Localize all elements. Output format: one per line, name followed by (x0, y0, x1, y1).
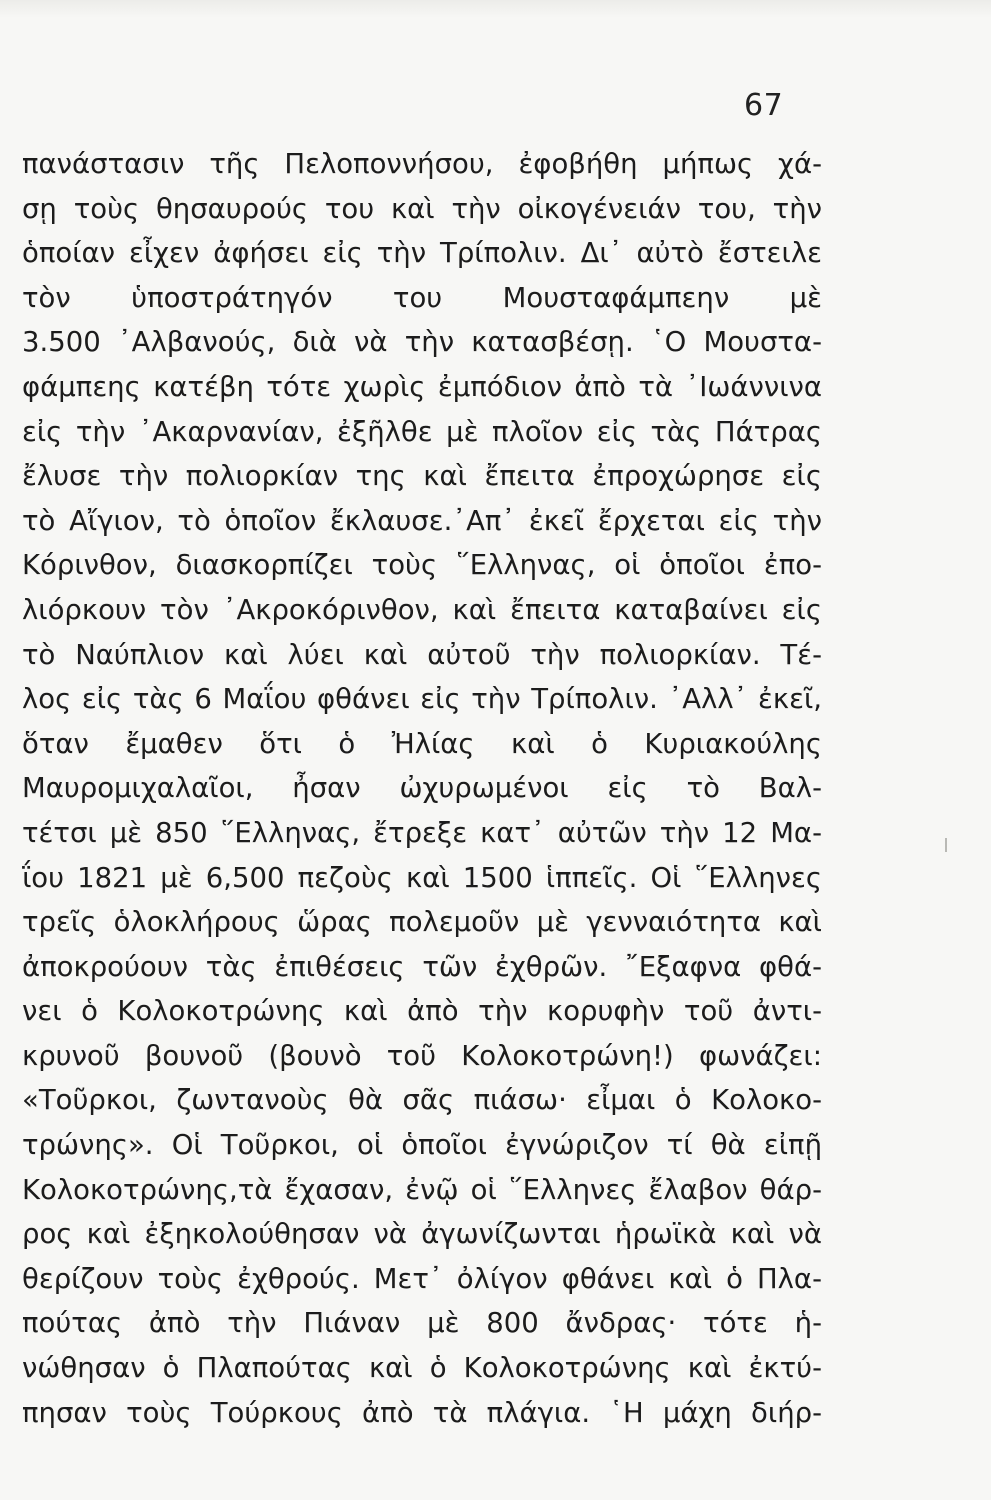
text-line: τὸ Ναύπλιον καὶ λύει καὶ αὐτοῦ τὴν πολιορκίαν. Τέ- (22, 638, 822, 671)
text-line: Μαυρομιχαλαῖοι, ἦσαν ὠχυρωμένοι εἰς τὸ Βαλ- (22, 772, 822, 805)
text-line: ΐου 1821 μὲ 6,500 πεζοὺς καὶ 1500 ἱππεῖς. Οἱ ῞Ελληνες (22, 861, 822, 894)
text-line: τρώνης». Οἱ Τοῦρκοι, οἱ ὁποῖοι ἐγνώριζον τί θὰ εἰπῇ (22, 1129, 822, 1162)
text-line: τὸ Αἴγιον, τὸ ὁποῖον ἔκλαυσε.᾽Απ᾽ ἐκεῖ ἔρχεται εἰς τὴν (22, 504, 822, 537)
text-line: ὅταν ἔμαθεν ὅτι ὁ Ἠλίας καὶ ὁ Κυριακούλης (22, 727, 822, 760)
margin-mark (945, 838, 947, 852)
page-number: 67 (744, 88, 784, 123)
text-line: ἀποκρούουν τὰς ἐπιθέσεις τῶν ἐχθρῶν. ῎Εξαφνα φθά- (22, 950, 822, 983)
text-line: λος εἰς τὰς 6 Μαΐου φθάνει εἰς τὴν Τρίπολιν. ᾽Αλλ᾽ ἐκεῖ, (22, 683, 822, 716)
text-line: νώθησαν ὁ Πλαπούτας καὶ ὁ Κολοκοτρώνης καὶ ἐκτύ- (22, 1352, 822, 1385)
text-line: κρυνοῦ βουνοῦ (βουνὸ τοῦ Κολοκοτρώνη!) φωνάζει: (22, 1039, 822, 1072)
text-line: τρεῖς ὁλοκλήρους ὥρας πολεμοῦν μὲ γενναιότητα καὶ (22, 906, 822, 939)
text-line: Κόρινθον, διασκορπίζει τοὺς ῞Ελληνας, οἱ ὁποῖοι ἐπο- (22, 549, 822, 582)
text-line: Κολοκοτρώνης,τὰ ἔχασαν, ἐνῷ οἱ ῞Ελληνες ἔλαβον θάρ- (22, 1173, 822, 1206)
text-line: εἰς τὴν ᾽Ακαρνανίαν, ἐξῆλθε μὲ πλοῖον εἰς τὰς Πάτρας (22, 415, 822, 448)
text-line: ὁποίαν εἶχεν ἀφήσει εἰς τὴν Τρίπολιν. Δι᾽ αὐτὸ ἔστειλε (22, 237, 822, 270)
text-line: τέτσι μὲ 850 ῞Ελληνας, ἔτρεξε κατ᾽ αὐτῶν τὴν 12 Μα- (22, 816, 822, 849)
text-line: πανάστασιν τῆς Πελοποννήσου, ἐφοβήθη μήπως χά- (22, 148, 822, 180)
text-line: νει ὁ Κολοκοτρώνης καὶ ἀπὸ τὴν κορυφὴν τοῦ ἀντι- (22, 995, 822, 1028)
text-line: φάμπεης κατέβη τότε χωρὶς ἐμπόδιον ἀπὸ τὰ ᾽Ιωάννινα (22, 370, 822, 403)
text-line: «Τοῦρκοι, ζωντανοὺς θὰ σᾶς πιάσω· εἶμαι ὁ Κολοκο- (22, 1084, 822, 1117)
text-line: ἔλυσε τὴν πολιορκίαν της καὶ ἔπειτα ἐπροχώρησε εἰς (22, 460, 822, 493)
text-line: πησαν τοὺς Τούρκους ἀπὸ τὰ πλάγια. ῾Η μάχη διήρ- (22, 1396, 822, 1429)
text-line: πούτας ἀπὸ τὴν Πιάναν μὲ 800 ἄνδρας· τότε ἡ- (22, 1307, 822, 1340)
text-line: τὸν ὑποστράτηγόν του Μουσταφάμπεην μὲ (22, 281, 822, 314)
text-line: ρος καὶ ἐξηκολούθησαν νὰ ἀγωνίζωνται ἡρωϊκὰ καὶ νὰ (22, 1218, 822, 1251)
body-text (22, 142, 822, 1435)
text-line: θερίζουν τοὺς ἐχθρούς. Μετ᾽ ὀλίγον φθάνει καὶ ὁ Πλα- (22, 1262, 822, 1295)
text-line: σῃ τοὺς θησαυρούς του καὶ τὴν οἰκογένειάν του, τὴν (22, 192, 822, 225)
text-line: λιόρκουν τὸν ᾽Ακροκόρινθον, καὶ ἔπειτα καταβαίνει εἰς (22, 593, 822, 626)
text-line: 3.500 ᾽Αλβανούς, διὰ νὰ τὴν κατασβέσῃ. ῾Ο Μουστα- (22, 326, 822, 359)
page-top-shadow (0, 0, 991, 18)
